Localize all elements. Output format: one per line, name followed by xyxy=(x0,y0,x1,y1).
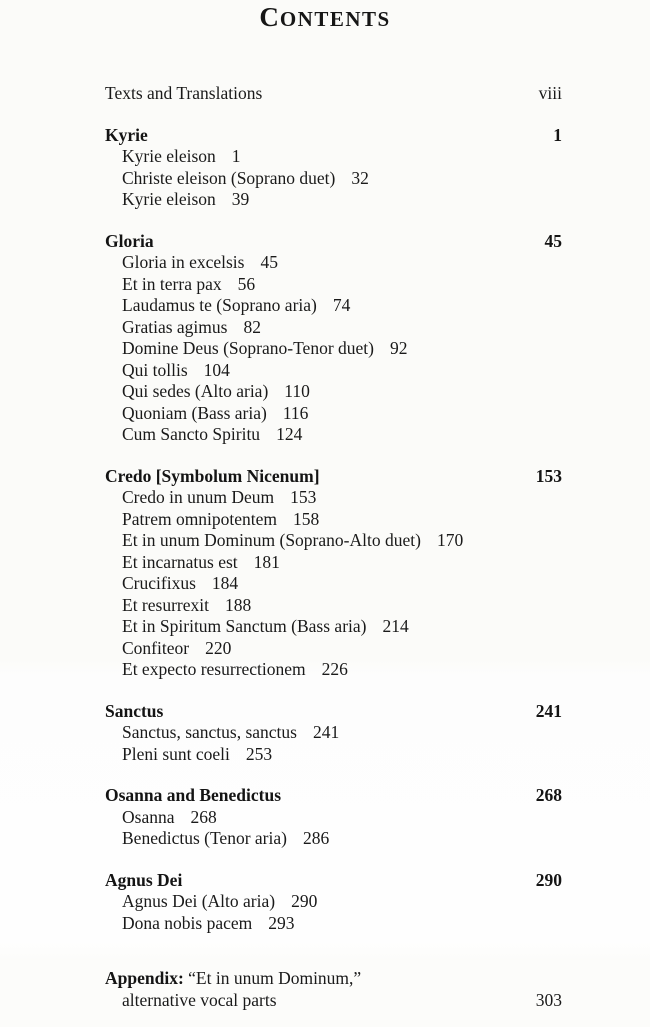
appendix-entry xyxy=(105,968,562,1011)
toc-item-page-number: 184 xyxy=(211,573,239,593)
section-items xyxy=(122,722,562,765)
section-title: Osanna and Benedictus xyxy=(105,785,282,805)
toc-item-page-number: 253 xyxy=(245,743,273,764)
section-page-number: 268 xyxy=(535,785,562,805)
section-title-row xyxy=(105,231,562,253)
toc-item-row xyxy=(122,509,562,531)
toc-item-label: Credo in unum Deum xyxy=(122,487,275,507)
toc-item-page-number: 74 xyxy=(332,295,351,315)
front-matter-page-number: viii xyxy=(538,83,562,103)
toc-item-label: Qui tollis xyxy=(122,359,188,380)
toc-item-row xyxy=(122,573,562,595)
section-title-row xyxy=(105,701,562,723)
toc-item-row xyxy=(122,913,562,935)
toc-item-row xyxy=(122,295,562,317)
toc-item-page-number: 226 xyxy=(321,659,348,679)
toc-item-page-number: 92 xyxy=(389,338,408,358)
toc-item-label: Kyrie eleison xyxy=(122,146,216,166)
appendix-quote: “Et in unum Dominum,” xyxy=(183,968,362,988)
toc-item-row xyxy=(122,487,562,509)
toc-item-label: Quoniam (Bass aria) xyxy=(122,402,267,423)
toc-item-page-number: 153 xyxy=(290,487,317,507)
toc-item-row xyxy=(122,659,562,681)
toc-item-label: Qui sedes (Alto aria) xyxy=(122,381,269,401)
toc-item-page-number: 214 xyxy=(382,616,409,636)
section-title: Kyrie xyxy=(105,124,148,145)
toc-item-page-number: 290 xyxy=(291,891,318,911)
toc-item-page-number: 104 xyxy=(203,359,230,380)
toc-item-row xyxy=(122,252,562,274)
toc-item-row xyxy=(122,722,562,744)
toc-section xyxy=(105,125,562,211)
toc-item-page-number: 170 xyxy=(436,530,464,550)
toc-item-label: Dona nobis pacem xyxy=(122,912,253,933)
front-matter-row xyxy=(105,83,562,105)
section-page-number: 290 xyxy=(535,869,562,890)
toc-section xyxy=(105,466,562,681)
toc-item-page-number: 293 xyxy=(268,912,295,933)
section-title: Sanctus xyxy=(105,700,164,721)
toc-item-label: Confiteor xyxy=(122,637,190,658)
toc-section xyxy=(105,231,562,446)
toc-item-page-number: 39 xyxy=(231,189,250,209)
toc-section xyxy=(105,785,562,850)
section-title: Credo [Symbolum Nicenum] xyxy=(105,465,320,486)
toc-item-page-number: 220 xyxy=(205,637,232,658)
appendix-page-number: 303 xyxy=(535,989,562,1010)
toc-item-label: Et in unum Dominum (Soprano-Alto duet) xyxy=(122,530,421,550)
toc-item-row xyxy=(122,189,562,211)
toc-item-row xyxy=(122,403,562,425)
toc-section xyxy=(105,870,562,935)
toc-item-row xyxy=(122,595,562,617)
toc-item-page-number: 124 xyxy=(276,424,303,444)
toc-item-label: Laudamus te (Soprano aria) xyxy=(122,295,317,315)
section-page-number: 45 xyxy=(544,230,562,251)
section-items xyxy=(122,487,562,681)
toc-item-page-number: 32 xyxy=(351,167,369,188)
toc-item-label: Osanna xyxy=(122,806,175,827)
toc-item-page-number: 110 xyxy=(284,381,310,401)
section-items xyxy=(122,807,562,850)
section-items xyxy=(122,891,562,934)
toc-item-label: Et expecto resurrectionem xyxy=(122,659,306,679)
appendix-line2 xyxy=(122,990,562,1012)
toc-item-row xyxy=(122,424,562,446)
toc-item-row xyxy=(122,338,562,360)
section-title: Agnus Dei xyxy=(105,869,183,890)
toc-item-page-number: 116 xyxy=(282,402,309,423)
toc-item-label: Et in terra pax xyxy=(122,273,222,294)
front-matter-label: Texts and Translations xyxy=(105,83,263,103)
toc-item-row xyxy=(122,807,562,829)
section-title-row xyxy=(105,125,562,147)
toc-item-page-number: 158 xyxy=(293,508,320,529)
toc-item-row xyxy=(122,274,562,296)
section-title-row xyxy=(105,466,562,488)
appendix-label: Appendix: xyxy=(105,968,184,988)
toc-item-row xyxy=(122,828,562,850)
section-title-row xyxy=(105,785,562,807)
toc-item-row xyxy=(122,317,562,339)
toc-item-label: Et resurrexit xyxy=(122,594,209,615)
toc-item-page-number: 241 xyxy=(312,722,340,742)
section-items xyxy=(122,146,562,211)
toc-item-label: Benedictus (Tenor aria) xyxy=(122,828,287,848)
toc-item-label: Gloria in excelsis xyxy=(122,252,245,272)
toc-item-label: Domine Deus (Soprano-Tenor duet) xyxy=(122,338,374,358)
toc-item-page-number: 268 xyxy=(190,806,217,827)
toc-item-page-number: 1 xyxy=(231,146,241,166)
page-title: CONTENTS xyxy=(259,2,391,32)
toc-item-page-number: 188 xyxy=(224,594,252,615)
toc-item-row xyxy=(122,360,562,382)
toc-item-page-number: 56 xyxy=(237,273,256,294)
toc-item-label: Et incarnatus est xyxy=(122,551,238,572)
toc-item-label: Crucifixus xyxy=(122,573,196,593)
toc-item-row xyxy=(122,530,562,552)
toc-item-page-number: 286 xyxy=(302,828,330,848)
section-page-number: 241 xyxy=(535,700,562,721)
toc-item-label: Et in Spiritum Sanctum (Bass aria) xyxy=(122,616,367,636)
toc-item-row xyxy=(122,638,562,660)
toc-item-row xyxy=(122,552,562,574)
toc-item-row xyxy=(122,744,562,766)
toc-item-label: Cum Sancto Spiritu xyxy=(122,424,261,444)
toc-item-row xyxy=(122,381,562,403)
toc-item-label: Kyrie eleison xyxy=(122,189,216,209)
section-page-number: 1 xyxy=(553,124,562,145)
toc-item-label: Gratias agimus xyxy=(122,316,228,337)
sections xyxy=(105,125,562,935)
toc-item-page-number: 181 xyxy=(253,551,280,572)
toc-item-row xyxy=(122,891,562,913)
toc-item-label: Sanctus, sanctus, sanctus xyxy=(122,722,297,742)
section-page-number: 153 xyxy=(535,465,562,486)
table-of-contents xyxy=(105,83,562,1011)
section-title-row xyxy=(105,870,562,892)
section-title: Gloria xyxy=(105,230,154,251)
toc-item-label: Christe eleison (Soprano duet) xyxy=(122,167,336,188)
toc-item-row xyxy=(122,616,562,638)
toc-item-page-number: 45 xyxy=(260,252,278,272)
toc-item-row xyxy=(122,168,562,190)
appendix-line1 xyxy=(105,968,562,990)
appendix-line2-text: alternative vocal parts xyxy=(122,989,277,1010)
section-items xyxy=(122,252,562,446)
toc-item-label: Agnus Dei (Alto aria) xyxy=(122,891,276,911)
toc-item-page-number: 82 xyxy=(243,316,261,337)
toc-section xyxy=(105,701,562,766)
toc-item-label: Patrem omnipotentem xyxy=(122,508,278,529)
toc-item-row xyxy=(122,146,562,168)
toc-item-label: Pleni sunt coeli xyxy=(122,743,230,764)
